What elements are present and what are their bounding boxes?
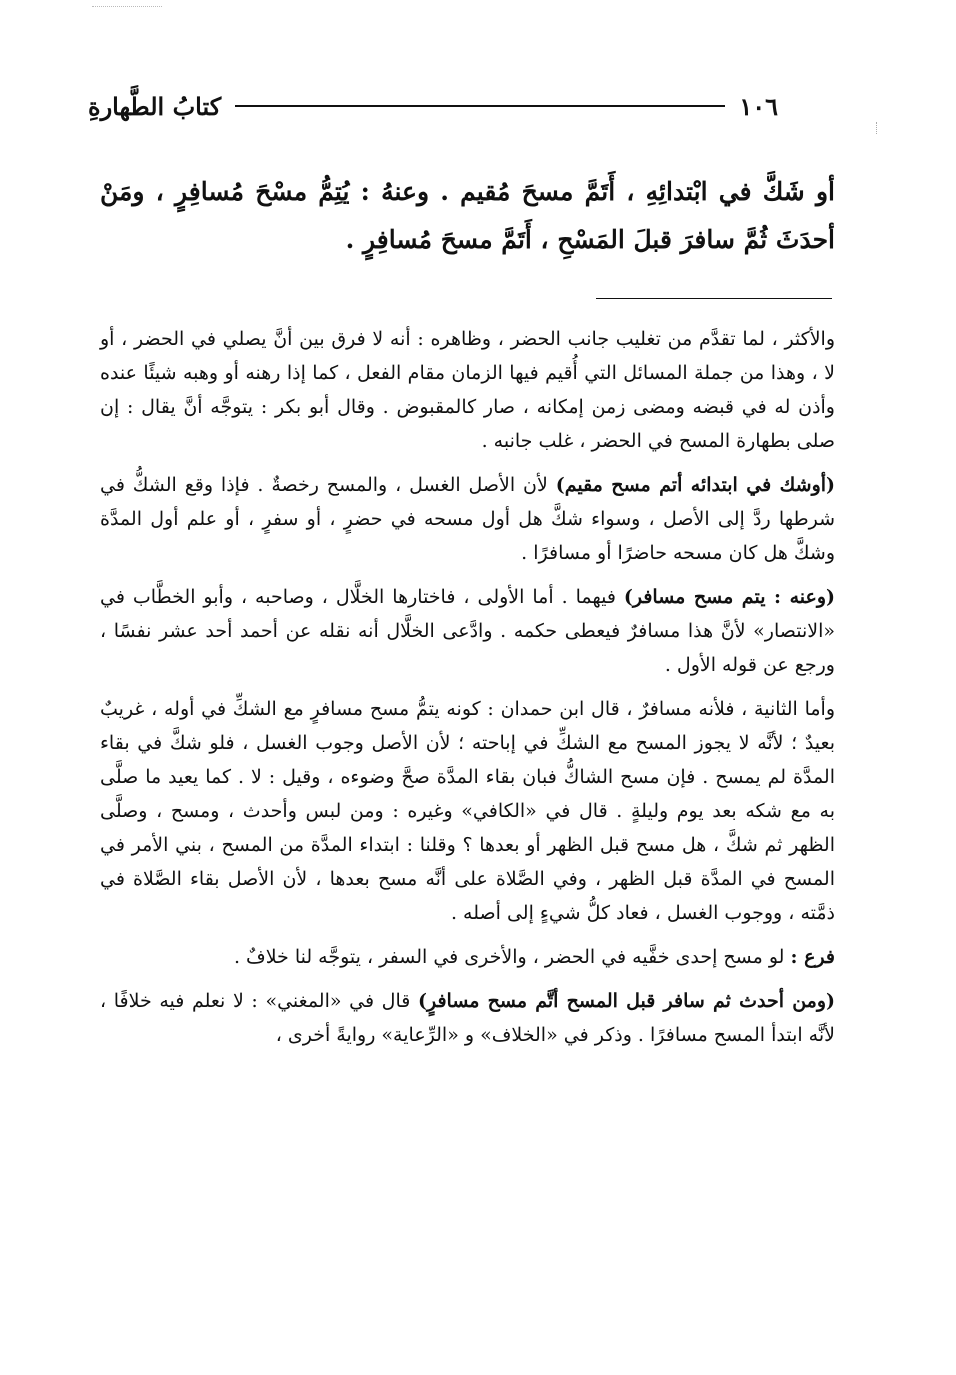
paragraph-text: وأما الثانية ، فلأنه مسافرٌ ، قال ابن حمدان : كونه يتمُّ مسح مسافرٍ مع الشكِّ في أوله ، غريبٌ بعيدٌ ؛ لأنَّه لا يجوز المسح مع الشكِّ في إباحته ؛ لأن الأصل وجوب الغسل ، فلو شكَّ في بقاء المدَّة لم يمسح . فإن مسح الشاكُّ فبان بقاء المدَّة صحَّ وضوءه ، وقيل : لا . كما يعيد ما صلَّى به مع شكه بعد يوم وليلةٍ . قال في «الكافي» وغيره : ومن لبس وأحدث ، ومسح ، وصلَّى الظهر ثم شكَّ ، هل مسح قبل الظهر أو بعدها ؟ وقلنا : ابتداء المدَّة من المسح ، بني الأمر في المسح في المدَّة قبل الظهر ، وفي الصَّلاة على أنَّه مسح بعدها ، لأن الأصل بقاء الصَّلاة في ذمَّته ، ووجوب الغسل ، فعاد كلُّ شيءٍ إلى أصله . — [100, 698, 835, 924]
commentary-paragraph — [100, 940, 835, 974]
paragraph-text: قال في «المغني» : لا نعلم فيه خلافًا ، لأنَّه ابتدأ المسح مسافرًا . وذكر في «الخلاف» و «الرِّعاية» روايةً أخرى ، — [100, 990, 835, 1046]
book-title: كتابُ الطَّهارةِ — [88, 91, 222, 121]
commentary-paragraph — [100, 468, 835, 570]
paragraph-lead: (أوشك في ابتدائه أتم مسح مقيم) — [555, 474, 836, 496]
scan-artifact — [876, 122, 885, 134]
page-number: ١٠٦ — [739, 91, 778, 121]
paragraph-text: لو مسح إحدى خفَّيه في الحضر ، والأخرى في السفر ، يتوجَّه لنا خلافٌ . — [233, 946, 791, 968]
commentary — [100, 322, 835, 1062]
scan-artifact — [92, 6, 162, 13]
footnote-separator — [596, 298, 832, 299]
commentary-paragraph — [100, 580, 835, 682]
commentary-paragraph — [100, 322, 835, 458]
paragraph-lead: (وعنه : يتم مسح مسافر) — [623, 586, 835, 608]
commentary-paragraph — [100, 984, 835, 1052]
main-text — [100, 168, 835, 264]
paragraph-lead: (ومن أحدث ثم سافر قبل المسح أتَّم مسح مسافرٍ) — [417, 990, 836, 1012]
main-text-paragraph: أو شَكَّ في ابْتدائِهِ ، أَتَمَّ مسحَ مُقيم . وعنهُ : يُتِمُّ مسْحَ مُسافِرٍ ، ومَنْ أحدَثَ ثُمَّ سافرَ قبلَ المَسْحِ ، أَتَمَّ مسحَ مُسافِرٍ . — [100, 177, 835, 254]
running-header — [88, 86, 778, 126]
paragraph-text: لأن الأصل الغسل ، والمسح رخصةٌ . فإذا وقع الشكُّ في شرطها ردَّ إلى الأصل ، وسواء شكَّ هل أول مسحه في حضرٍ ، أو سفرٍ ، أو علم أول المدَّة وشكَّ هل كان مسحه حاضرًا أو مسافرًا . — [100, 474, 835, 564]
commentary-paragraph — [100, 692, 835, 930]
paragraph-text: والأكثر ، لما تقدَّم من تغليب جانب الحضر ، وظاهره : أنه لا فرق بين أنَّ يصلي في الحضر ، أو لا ، وهذا من جملة المسائل التي أُقيم فيها الزمان مقام الفعل ، كما إذا رهنه أو وهبه شيئًا عنده وأذن له في قبضه ومضى زمن إمكانه ، صار كالمقبوض . وقال أبو بكر : يتوجَّه أنَّ يقال : إن صلى بطهارة المسح في الحضر ، غلب جانبه . — [100, 328, 835, 452]
header-rule — [235, 105, 725, 107]
paragraph-text: فيهما . أما الأولى ، فاختارها الخلَّال ، وصاحبه ، وأبو الخطَّاب في «الانتصار» لأنَّ هذا مسافرٌ فيعطى حكمه . وادَّعى الخلَّال أنه نقله عن أحمد أحد عشر نفسًا ، ورجع عن قوله الأول . — [100, 586, 835, 676]
paragraph-lead: فرع : — [790, 946, 835, 968]
